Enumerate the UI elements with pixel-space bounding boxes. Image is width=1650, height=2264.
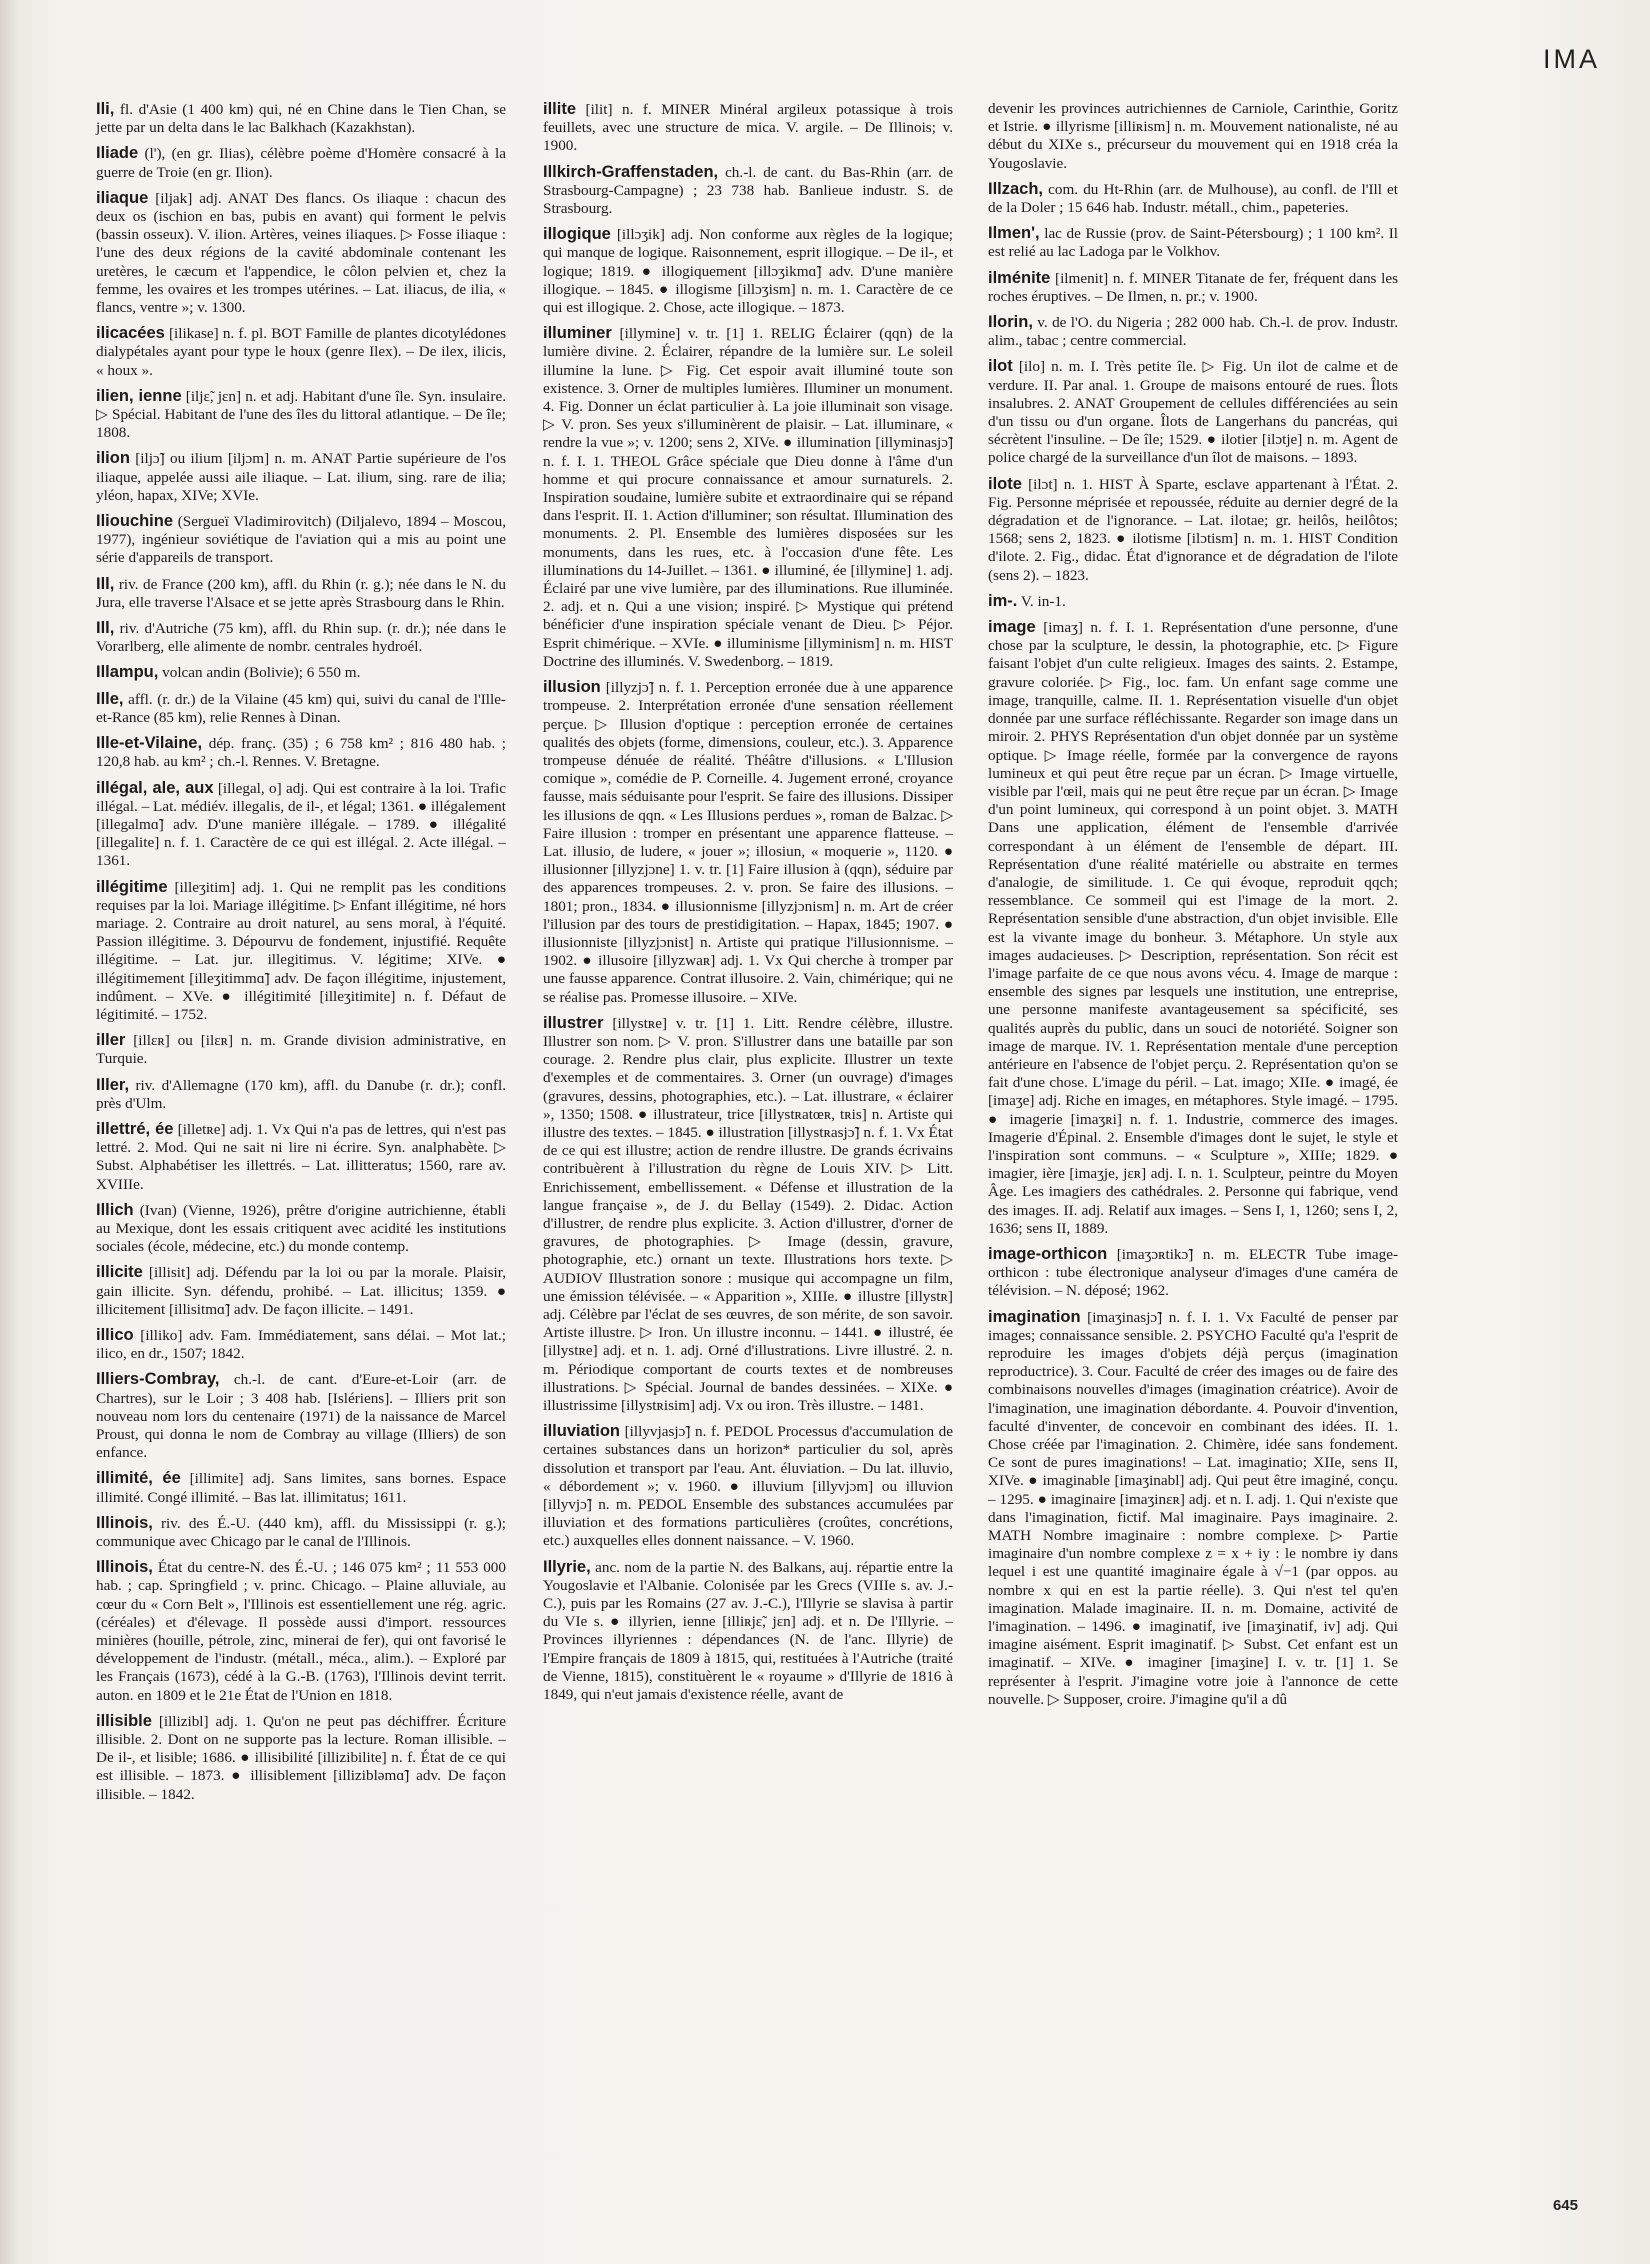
dictionary-entry [96, 663, 506, 682]
entry-definition: devenir les provinces autrichiennes de Carniole, Carinthie, Goritz et Istrie. ● illyrisme [illiʀism] n. m. Mouvement nationaliste, né au début du XIXe s., précurseur du mouvement qui en 1918 créa la Yougoslavie. [988, 100, 1398, 172]
entry-definition: [illizibl] adj. 1. Qu'on ne peut pas déchiffrer. Écriture illisible. 2. Dont on ne supporte pas la lecture. Roman illisible. – De il-, et lisible; 1686. ● illisibilité [illizibilite] n. f. État de ce qui est illisible. – 1873. ● illisiblement [illiziblәmɑ̃] adv. De façon illisible. – 1842. [96, 1712, 506, 1803]
dictionary-entry [96, 324, 506, 380]
entry-definition: riv. d'Autriche (75 km), affl. du Rhin sup. (r. dr.); née dans le Vorarlberg, elle alimente de nombr. centrales hydroél. [96, 620, 506, 656]
entry-headword: iller [96, 1031, 126, 1050]
dictionary-entry [988, 1245, 1398, 1301]
dictionary-entry [543, 678, 953, 1007]
entry-headword: Ili, [96, 100, 115, 118]
entry-headword: Illyrie, [543, 1557, 591, 1576]
dictionary-entry [96, 575, 506, 612]
entry-definition: [imaʒɔʀtikɔ̃] n. m. ELECTR Tube image-orthicon : tube électronique analyseur d'images d'une caméra de télévision. – N. déposé; 1962. [988, 1245, 1398, 1300]
entry-headword: Illich [96, 1200, 134, 1219]
entry-headword: illico [96, 1325, 134, 1344]
entry-definition: [illimite] adj. Sans limites, sans bornes. Espace illimité. Congé illimité. – Bas lat. illimitatus; 1611. [96, 1470, 506, 1506]
entry-headword: illimité, ée [96, 1469, 181, 1488]
entry-headword: Ill, [96, 619, 115, 638]
entry-headword: iliaque [96, 188, 149, 207]
entry-headword: illusion [543, 678, 601, 697]
column-3 [988, 100, 1398, 1716]
entry-definition: [illegal, o] adj. Qui est contraire à la loi. Trafic illégal. – Lat. médiév. illegalis, de il-, et légal; 1361. ● illégalement [illegalmɑ̃] adv. D'une manière illégale. – 1789. ● illégalité [illegalite] n. f. 1. Caractère de ce qui est illégal. 2. Acte illégal. – 1361. [96, 779, 506, 870]
dictionary-entry [96, 734, 506, 771]
entry-headword: Ilmen', [988, 224, 1040, 243]
dictionary-entry [988, 592, 1398, 611]
entry-definition: v. de l'O. du Nigeria ; 282 000 hab. Ch.-l. de prov. Industr. alim., tabac ; centre commercial. [988, 314, 1398, 350]
entry-headword: ilion [96, 449, 130, 468]
binding-shadow [0, 0, 18, 2264]
dictionary-entry [96, 1370, 506, 1462]
entry-definition: [imaʒ] n. f. I. 1. Représentation d'une personne, d'une chose par la sculpture, le dessin, la photographie, etc. ▷ Figure faisant l'objet d'un culte religieux. Images des saints. 2. Estampe, gravure coloriée. ▷ Fig., loc. fam. Un enfant sage comme une image, tranquille, calme. II. 1. Représentation visuelle d'un objet donnée par une surface réfléchissante. Regarder son image dans un miroir. 2. PHYS Représentation d'un objet donnée par un système optique. ▷ Image réelle, formée par la convergence de rayons lumineux et qui peut être reçue par un écran. ▷ Image virtuelle, visible par l'œil, mais qui ne peut être reçue par un écran. ▷ Image d'un point lumineux, qui correspond à un point objet. 3. MATH Dans une application, élément de l'ensemble d'arrivée correspondant à un élément de l'ensemble de départ. III. Représentation d'une réalité matérielle ou abstraite en termes d'analogie, de similitude. 1. Ce qui évoque, reproduit qqch; ressemblance. Ce sommeil qui est l'image de la mort. 2. Représentation sensible d'une abstraction, d'un objet invisible. Elle est la vivante image du bonheur. 3. Métaphore. Un style aux images audacieuses. ▷ Description, représentation. Son récit est l'image parfaite de ce que nous avons vécu. 4. Image de marque : ensemble des signes par lesquels une institution, une entreprise, une personne manifeste avantageusement sa spécificité, ses qualités auprès du public, dans un souci de notoriété. Soigner son image de marque. IV. 1. Représentation mentale d'une perception antérieure en l'absence de l'objet perçu. 2. Représentation qu'on se fait d'une chose. L'image du péril. – Lat. imago; XIIe. ● imagé, ée [imaʒe] adj. Riche en images, en métaphores. Style imagé. – 1795. ● imagerie [imaʒʀi] n. f. 1. Industrie, commerce des images. Imagerie d'Épinal. 2. Ensemble d'images dont le sujet, le style et l'inspiration sont communs. – « Sculpture », XIIIe; 1829. ● imagier, ière [imaʒje, jɛʀ] adj. I. n. 1. Sculpteur, peintre du Moyen Âge. Les imagiers des cathédrales. 2. Personne qui fabrique, vend des images. II. adj. Relatif aux images. – Sens I, 1, 1260; sens I, 2, 1636; sens II, 1889. [988, 619, 1399, 1237]
dictionary-entry [988, 313, 1398, 350]
entry-definition: [illyvjasjɔ̃] n. f. PEDOL Processus d'accumulation de certaines substances dans un horizon* particulier du sol, après dissolution et transport par l'eau. Ant. éluviation. – Du lat. illuvio, « débordement »; v. 1960. ● illuvium [illyvjɔm] ou illuvion [illyvjɔ̃] n. m. PEDOL Ensemble des substances accumulées par illuviation et des formations particulières (croûtes, concrétions, etc.) auxquelles elles donnent naissance. – V. 1960. [543, 1423, 954, 1550]
entry-headword: ilicacées [96, 324, 165, 343]
dictionary-entry [96, 690, 506, 727]
entry-definition: V. in-1. [1020, 592, 1066, 610]
dictionary-entry [96, 1469, 506, 1506]
dictionary-entry [96, 779, 506, 871]
entry-headword: ilien, ienne [96, 386, 182, 405]
entry-definition: [ilikase] n. f. pl. BOT Famille de plantes dicotylédones dialypétales ayant pour type le houx (genre Ilex). – De ilex, ilicis, « houx ». [96, 325, 507, 379]
entry-headword: Iller, [96, 1075, 130, 1094]
entry-headword: image [988, 618, 1036, 637]
dictionary-entry [988, 618, 1398, 1238]
entry-headword: illégal, ale, aux [96, 778, 214, 797]
entry-headword: Ille, [96, 689, 124, 708]
entry-headword: illogique [543, 225, 611, 244]
dictionary-entry [96, 1031, 506, 1068]
entry-definition: ch.-l. de cant. du Bas-Rhin (arr. de Strasbourg-Campagne) ; 23 738 hab. Banlieue industr. S. de Strasbourg. [543, 163, 953, 218]
entry-definition: volcan andin (Bolivie); 6 550 m. [162, 664, 361, 682]
entry-headword: Iliade [96, 144, 139, 163]
entry-definition: riv. d'Allemagne (170 km), affl. du Danube (r. dr.); confl. près d'Ulm. [96, 1076, 507, 1112]
dictionary-entry [988, 269, 1398, 306]
entry-definition: [illisit] adj. Défendu par la loi ou par la morale. Plaisir, gain illicite. Syn. défendu, prohibé. – Lat. illicitus; 1359. ● illicitement [illisitmɑ̃] adv. De façon illicite. – 1491. [96, 1264, 507, 1318]
entry-definition: [iljak] adj. ANAT Des flancs. Os iliaque : chacun des deux os (ischion en bas, pubis en avant) qui forment le pelvis (bassin osseux). V. ilion. Artères, veines iliaques. ▷ Fosse iliaque : l'une des deux régions de la cavité abdominale contenant les uretères, le cæcum et l'appendice, le côlon pelvien et, chez la femme, les ovaires et les trompes utérines. – Lat. iliacus, de ilia, « flancs, ventre »; v. 1300. [96, 189, 506, 317]
dictionary-entry [543, 100, 953, 156]
dictionary-entry [96, 144, 506, 181]
entry-headword: im-. [988, 591, 1018, 610]
dictionary-entry [96, 1263, 506, 1319]
entry-headword: illite [543, 100, 577, 118]
entry-headword: Ilorin, [988, 313, 1033, 332]
dictionary-entry [543, 163, 953, 219]
entry-headword: Illiers-Combray, [96, 1370, 220, 1389]
entry-definition: (Sergueï Vladimirovitch) (Diljalevo, 1894 – Moscou, 1977), ingénieur soviétique de l'aviation qui a mis au point une série d'appareils de transport. [96, 513, 507, 567]
entry-headword: illuminer [543, 324, 612, 343]
entry-definition: [illetʀe] adj. 1. Vx Qui n'a pas de lettres, qui n'est pas lettré. 2. Mod. Qui ne sait ni lire ni écrire. Syn. analphabète. ▷ Subst. Alphabétiser les illettrés. – Lat. illitteratus; 1560, rare av. XVIIIe. [96, 1120, 506, 1193]
entry-definition: anc. nom de la partie N. des Balkans, auj. répartie entre la Yougoslavie et l'Albanie. Colonisée par les Grecs (VIIIe s. av. J.-C.), puis par les Romains (27 av. J.-C.), l'Illyrie se slavisa à partir du VIe s. ● illyrien, ienne [illiʀjɛ̃, jɛn] adj. et n. De l'Illyrie. – Provinces illyriennes : dépendances (N. de l'anc. Illyrie) de l'Empire français de 1809 à 1815, qui, restituées à l'Autriche (traité de Vienne, 1815), constituèrent le « royaume » d'Illyrie de 1816 à 1849, qui n'eut jamais d'existence réelle, avant de [543, 1558, 954, 1704]
entry-headword: Illinois, [96, 1513, 153, 1532]
entry-headword: ilménite [988, 268, 1051, 287]
dictionary-entry [988, 180, 1398, 217]
entry-definition: ch.-l. de cant. d'Eure-et-Loir (arr. de Chartres), sur le Loir ; 3 408 hab. [Islériens]. – Illiers prit son nouveau nom lors du centenaire (1971) de la naissance de Marcel Proust, qui donna le nom de Combray au village (Illiers) de son enfance. [96, 1371, 507, 1462]
entry-headword: Illampu, [96, 663, 159, 682]
entry-definition: dép. franç. (35) ; 6 758 km² ; 816 480 hab. ; 120,8 hab. au km² ; ch.-l. Rennes. V. Bretagne. [96, 735, 506, 771]
entry-headword: Illkirch-Graffenstaden, [543, 162, 719, 181]
dictionary-entry [988, 475, 1398, 585]
entry-headword: illégitime [96, 877, 168, 896]
entry-definition: [ilit] n. f. MINER Minéral argileux potassique à trois feuillets, avec une structure de mica. V. argile. – De Illinois; v. 1900. [543, 101, 953, 155]
entry-headword: illicite [96, 1263, 143, 1282]
dictionary-entry [96, 878, 506, 1025]
entry-headword: image-orthicon [988, 1244, 1108, 1263]
dictionary-entry [96, 387, 506, 443]
dictionary-entry [543, 1558, 953, 1705]
entry-headword: imagination [988, 1307, 1081, 1326]
entry-definition: (l'), (en gr. Ilias), célèbre poème d'Homère consacré à la guerre de Troie (en gr. Ilion). [96, 145, 507, 181]
dictionary-entry [96, 189, 506, 317]
dictionary-entry [96, 512, 506, 568]
dictionary-entry [543, 1422, 953, 1550]
page-number: 645 [1552, 2197, 1578, 2214]
dictionary-entry [96, 1076, 506, 1113]
dictionary-entry [96, 1201, 506, 1257]
dictionary-entry [96, 619, 506, 656]
dictionary-entry [96, 1558, 506, 1705]
column-2 [543, 100, 953, 1711]
entry-headword: Ille-et-Vilaine, [96, 734, 203, 753]
dictionary-entry [543, 324, 953, 671]
entry-definition: [ilo] n. m. I. Très petite île. ▷ Fig. Un ilot de calme et de verdure. II. Par anal. 1. Groupe de maisons entouré de rues. Îlots insalubres. 2. ANAT Groupement de cellules différenciées au sein d'un tissu ou d'un organe. Îlots de Langerhans du pancréas, qui sécrètent l'insuline. – De île; 1529. ● ilotier [ilɔtje] n. m. Agent de police chargé de la surveillance d'un îlot de maisons. – 1893. [988, 358, 1399, 467]
dictionary-entry [96, 1514, 506, 1551]
dictionary-entry [96, 100, 506, 137]
entry-definition: [illyzjɔ̃] n. f. 1. Perception erronée due à une apparence trompeuse. 2. Interprétation erronée d'une sensation réellement perçue. ▷ Illusion d'optique : perception erronée de certaines qualités des objets (forme, dimensions, couleur, etc.). 3. Apparence trompeuse dénuée de réalité. Théâtre d'illusions. « L'Illusion comique », comédie de P. Corneille. 4. Jugement erroné, croyance fausse, mais séduisante pour l'esprit. Se faire des illusions. Dissiper les illusions de qqn. « Les Illusions perdues », roman de Balzac. ▷ Faire illusion : tromper en présentant une apparence flatteuse. – Lat. illusio, de ludere, « jouer »; illosiun, « moquerie », 1120. ● illusionner [illyzjɔne] 1. v. tr. [1] Faire illusion à (qqn), séduire par des apparences trompeuses. 2. v. pron. Se faire des illusions. – 1801; pron., 1834. ● illusionnisme [illyzjɔnism] n. m. Art de créer l'illusion par des tours de prestidigitation. – Hapax, 1845; 1907. ● illusionniste [illyzjɔnist] n. Artiste qui pratique l'illusionnisme. – 1902. ● illusoire [illyzwaʀ] adj. 1. Vx Qui cherche à tromper par une fausse apparence. Contrat illusoire. 2. Vain, chimérique; qui ne se réalise pas. Promesse illusoire. – XIVe. [543, 679, 953, 1006]
entry-definition: [iljɔ̃] ou ilium [iljɔm] n. m. ANAT Partie supérieure de l'os iliaque, appelée aussi aile iliaque. – Lat. ilium, sing. rare de ilia; yléon, hapax, XIVe; XVIe. [96, 450, 507, 504]
dictionary-entry [988, 100, 1398, 173]
page-header [0, 0, 1650, 100]
dictionary-entry [96, 1712, 506, 1804]
entry-headword: Illzach, [988, 179, 1044, 198]
dictionary-entry [96, 1326, 506, 1363]
running-head: IMA [1542, 44, 1600, 74]
entry-headword: illettré, ée [96, 1119, 174, 1138]
entry-definition: lac de Russie (prov. de Saint-Pétersbourg) ; 1 100 km². Il est relié au lac Ladoga par le Volkhov. [988, 225, 1399, 261]
entry-headword: illustrer [543, 1013, 604, 1032]
entry-headword: Ill, [96, 574, 115, 593]
entry-headword: Iliouchine [96, 512, 174, 531]
column-1 [96, 100, 506, 1811]
entry-headword: ilot [988, 357, 1013, 376]
entry-definition: [illystʀe] v. tr. [1] 1. Litt. Rendre célèbre, illustre. Illustrer son nom. ▷ V. pron. S'illustrer dans une bataille par son courage. 2. Rendre plus clair, plus explicite. Illustrer un texte d'exemples et de commentaires. 3. Orner (un ouvrage) d'images (gravures, dessins, photographies, etc.). – Lat. illustrare, « éclairer », 1350; 1508. ● illustrateur, trice [illystʀatœʀ, tʀis] n. Artiste qui illustre des textes. – 1845. ● illustration [illystʀasjɔ̃] n. f. 1. Vx État de ce qui est illustre; action de rendre illustre. De grands écrivains contribuèrent à l'illustration du règne de Louis XIV. ▷ Litt. Enrichissement, embellissement. « Défense et illustration de la langue française », de J. du Bellay (1549). 2. Didac. Action d'illustrer, de rendre plus explicite. 3. Action d'illustrer, d'orner de gravures, de photographies. ▷ Image (dessin, gravure, photographie, etc.) ornant un texte. Illustrations hors texte. ▷ AUDIOV Illustration sonore : musique qui accompagne un film, une émission télévisée. – « Apparition », XIIIe. ● illustre [illystʀ] adj. Célèbre par l'éclat de ses œuvres, de son mérite, de son savoir. Artiste illustre. ▷ Iron. Un illustre inconnu. – 1441. ● illustré, ée [illystʀe] adj. et n. 1. adj. Orné d'illustrations. Livre illustré. 2. n. m. Périodique comportant de courts textes et de nombreuses illustrations. ▷ Spécial. Journal de bandes dessinées. – XIXe. ● illustrissime [illystʀisim] adj. Vx ou iron. Très illustre. – 1481. [543, 1014, 953, 1415]
entry-definition: [illɔʒik] adj. Non conforme aux règles de la logique; qui manque de logique. Raisonnement, esprit illogique. – De il-, et logique; 1819. ● illogiquement [illɔʒikmɑ̃] adv. D'une manière illogique. – 1845. ● illogisme [illɔʒism] n. m. 1. Caractère de ce qui est illogique. 2. Chose, acte illogique. – 1873. [543, 226, 953, 317]
dictionary-entry [543, 1014, 953, 1415]
dictionary-entry [988, 357, 1398, 467]
entry-definition: État du centre-N. des É.-U. ; 146 075 km² ; 11 553 000 hab. ; cap. Springfield ; v. princ. Chicago. – Plaine alluviale, au cœur du « Corn Belt », l'Illinois est essentiellement une rég. agric. (céréales) et d'élevage. Il possède aussi d'import. ressources minières (houille, pétrole, zinc, minerai de fer), qui ont favorisé le développement de l'industr. (métall., méca., alim.). – Exploré par les Français (1673), cédé à la G.-B. (1763), l'Illinois devint territ. auton. en 1809 et le 21e État de l'Union en 1818. [96, 1559, 506, 1704]
entry-definition: fl. d'Asie (1 400 km) qui, né en Chine dans le Tien Chan, se jette par un delta dans le lac Balkhach (Kazakhstan). [96, 101, 506, 137]
entry-definition: com. du Ht-Rhin (arr. de Mulhouse), au confl. de l'Ill et de la Doler ; 15 646 hab. Industr. métall., chim., papeteries. [988, 180, 1399, 217]
entry-headword: illuviation [543, 1422, 621, 1441]
entry-definition: riv. de France (200 km), affl. du Rhin (r. g.); née dans le N. du Jura, elle traverse l'Alsace et se jette après Strasbourg dans le Rhin. [96, 575, 507, 611]
entry-definition: [iljɛ̃, jɛn] n. et adj. Habitant d'une île. Syn. insulaire. ▷ Spécial. Habitant de l'une des îles du littoral atlantique. – De île; 1808. [96, 387, 506, 442]
entry-headword: ilote [988, 474, 1022, 493]
entry-definition: [imaʒinasjɔ̃] n. f. I. 1. Vx Faculté de penser par images; connaissance sensible. 2. PSYCHO Faculté qu'a l'esprit de reproduire les images d'objets déjà perçus (imagination reproductrice). 3. Cour. Faculté de créer des images ou de faire des combinaisons nouvelles d'images (imagination créatrice). Avoir de l'imagination, une imagination débordante. 4. Pouvoir d'invention, faculté d'inventer, de concevoir en combinant des idées. II. 1. Chose créée par l'imagination. 2. Chimère, idée sans fondement. Ce sont de pures imaginations! – Lat. imaginatio; XIIe, sens II, XIVe. ● imaginable [imaʒinabl] adj. Qui peut être imaginé, conçu. – 1295. ● imaginaire [imaʒinɛʀ] adj. et n. I. adj. 1. Qui n'existe que dans l'imagination, fictif. Mal imaginaire. Pays imaginaire. 2. MATH Nombre imaginaire : nombre complexe. ▷ Partie imaginaire d'un nombre complexe z = x + iy : le nombre iy dans lequel i est une quantité imaginaire égale à √−1 (par oppos. au nombre x qui en est la partie réelle). 3. Qui n'est tel qu'en imagination. Malade imaginaire. II. n. m. Domaine, activité de l'imagination. – 1496. ● imaginatif, ive [imaʒinatif, iv] adj. Qui imagine aisément. Esprit imaginatif. ▷ Subst. Cet enfant est un imaginatif. – XIVe. ● imaginer [imaʒine] I. v. tr. [1] 1. Se représenter à l'esprit. J'imagine votre joie à l'annonce de cette nouvelle. ▷ Supposer, croire. J'imagine qu'il a dû [988, 1308, 1399, 1708]
entry-headword: Illinois, [96, 1558, 153, 1577]
dictionary-entry [96, 449, 506, 505]
entry-definition: [ilɔt] n. 1. HIST À Sparte, esclave appartenant à l'État. 2. Fig. Personne méprisée et repoussée, réduite au dernier degré de la dégradation et de l'ignorance. – Lat. ilotae; gr. heilôs, heilôtos; 1568; sens 2, 1823. ● ilotisme [ilɔtism] n. m. 1. HIST Condition d'ilote. 2. Fig., didac. État d'ignorance et de dégradation de l'ilote (sens 2). – 1823. [988, 475, 1398, 584]
entry-definition: [ilmenit] n. f. MINER Titanate de fer, fréquent dans les roches éruptives. – De Ilmen, n. pr.; v. 1900. [988, 269, 1399, 305]
entry-definition: [illɛʀ] ou [ilɛʀ] n. m. Grande division administrative, en Turquie. [96, 1032, 507, 1068]
entry-definition: affl. (r. dr.) de la Vilaine (45 km) qui, suivi du canal de l'Ille-et-Rance (85 km), relie Rennes à Dinan. [96, 690, 506, 726]
entry-headword: illisible [96, 1711, 152, 1730]
dictionary-entry [988, 1308, 1398, 1709]
dictionary-entry [96, 1120, 506, 1194]
entry-definition: [illiko] adv. Fam. Immédiatement, sans délai. – Mot lat.; ilico, en dr., 1507; 1842. [96, 1326, 506, 1363]
dictionary-entry [543, 225, 953, 317]
entry-definition: [illeʒitim] adj. 1. Qui ne remplit pas les conditions requises par la loi. Mariage illégitime. ▷ Enfant illégitime, né hors mariage. 2. Contraire au droit naturel, au sens moral, à l'équité. Passion illégitime. 3. Dépourvu de fondement, injustifié. Requête illégitime. – Lat. jur. illegitimus. V. légitime; XIVe. ● illégitimement [illeʒitimmɑ̃] adv. De façon illégitime, injustement, indûment. – XVe. ● illégitimité [illeʒitimite] n. f. Défaut de légitimité. – 1752. [96, 878, 506, 1023]
entry-definition: riv. des É.-U. (440 km), affl. du Mississippi (r. g.); communique avec Chicago par le canal de l'Illinois. [96, 1514, 506, 1551]
dictionary-entry [988, 224, 1398, 261]
entry-definition: (Ivan) (Vienne, 1926), prêtre d'origine autrichienne, établi au Mexique, dont les essais critiquent avec acidité les institutions sociales (école, médecine, etc.) du monde contemp. [96, 1201, 506, 1256]
entry-definition: [illymine] v. tr. [1] 1. RELIG Éclairer (qqn) de la lumière divine. 2. Éclairer, répandre de la lumière sur. Le soleil illumine la lune. ▷ Fig. Cet espoir avait illuminé toute son existence. 3. Orner de multiples lumières. Illuminer un monument. 4. Fig. Donner un éclat particulier à. La joie illuminait son visage. ▷ V. pron. Ses yeux s'illuminèrent de plaisir. – Lat. illuminare, « rendre la vue »; v. 1200; sens 2, XIVe. ● illumination [illyminasjɔ̃] n. f. I. 1. THEOL Grâce spéciale que Dieu donne à l'âme d'un homme et qui procure connaissance et amour surnaturels. 2. Inspiration soudaine, lumière subite et extraordinaire qui se répand dans l'esprit. II. 1. Action d'illuminer; son résultat. Illumination des monuments. 2. Pl. Ensemble des lumières disposées sur les monuments, dans les rues, etc. à l'occasion d'une fête. Les illuminations du 14-Juillet. – 1361. ● illuminé, ée [illymine] 1. adj. Éclairé par une vive lumière, par des illuminations. Rue illuminée. 2. adj. et n. Qui a une vision; inspiré. ▷ Mystique qui prétend bénéficier d'une inspiration spéciale venant de Dieu. ▷ Péjor. Esprit chimérique. – XVIe. ● illuminisme [illyminism] n. m. HIST Doctrine des illuminés. V. Swedenborg. – 1819. [543, 325, 953, 670]
